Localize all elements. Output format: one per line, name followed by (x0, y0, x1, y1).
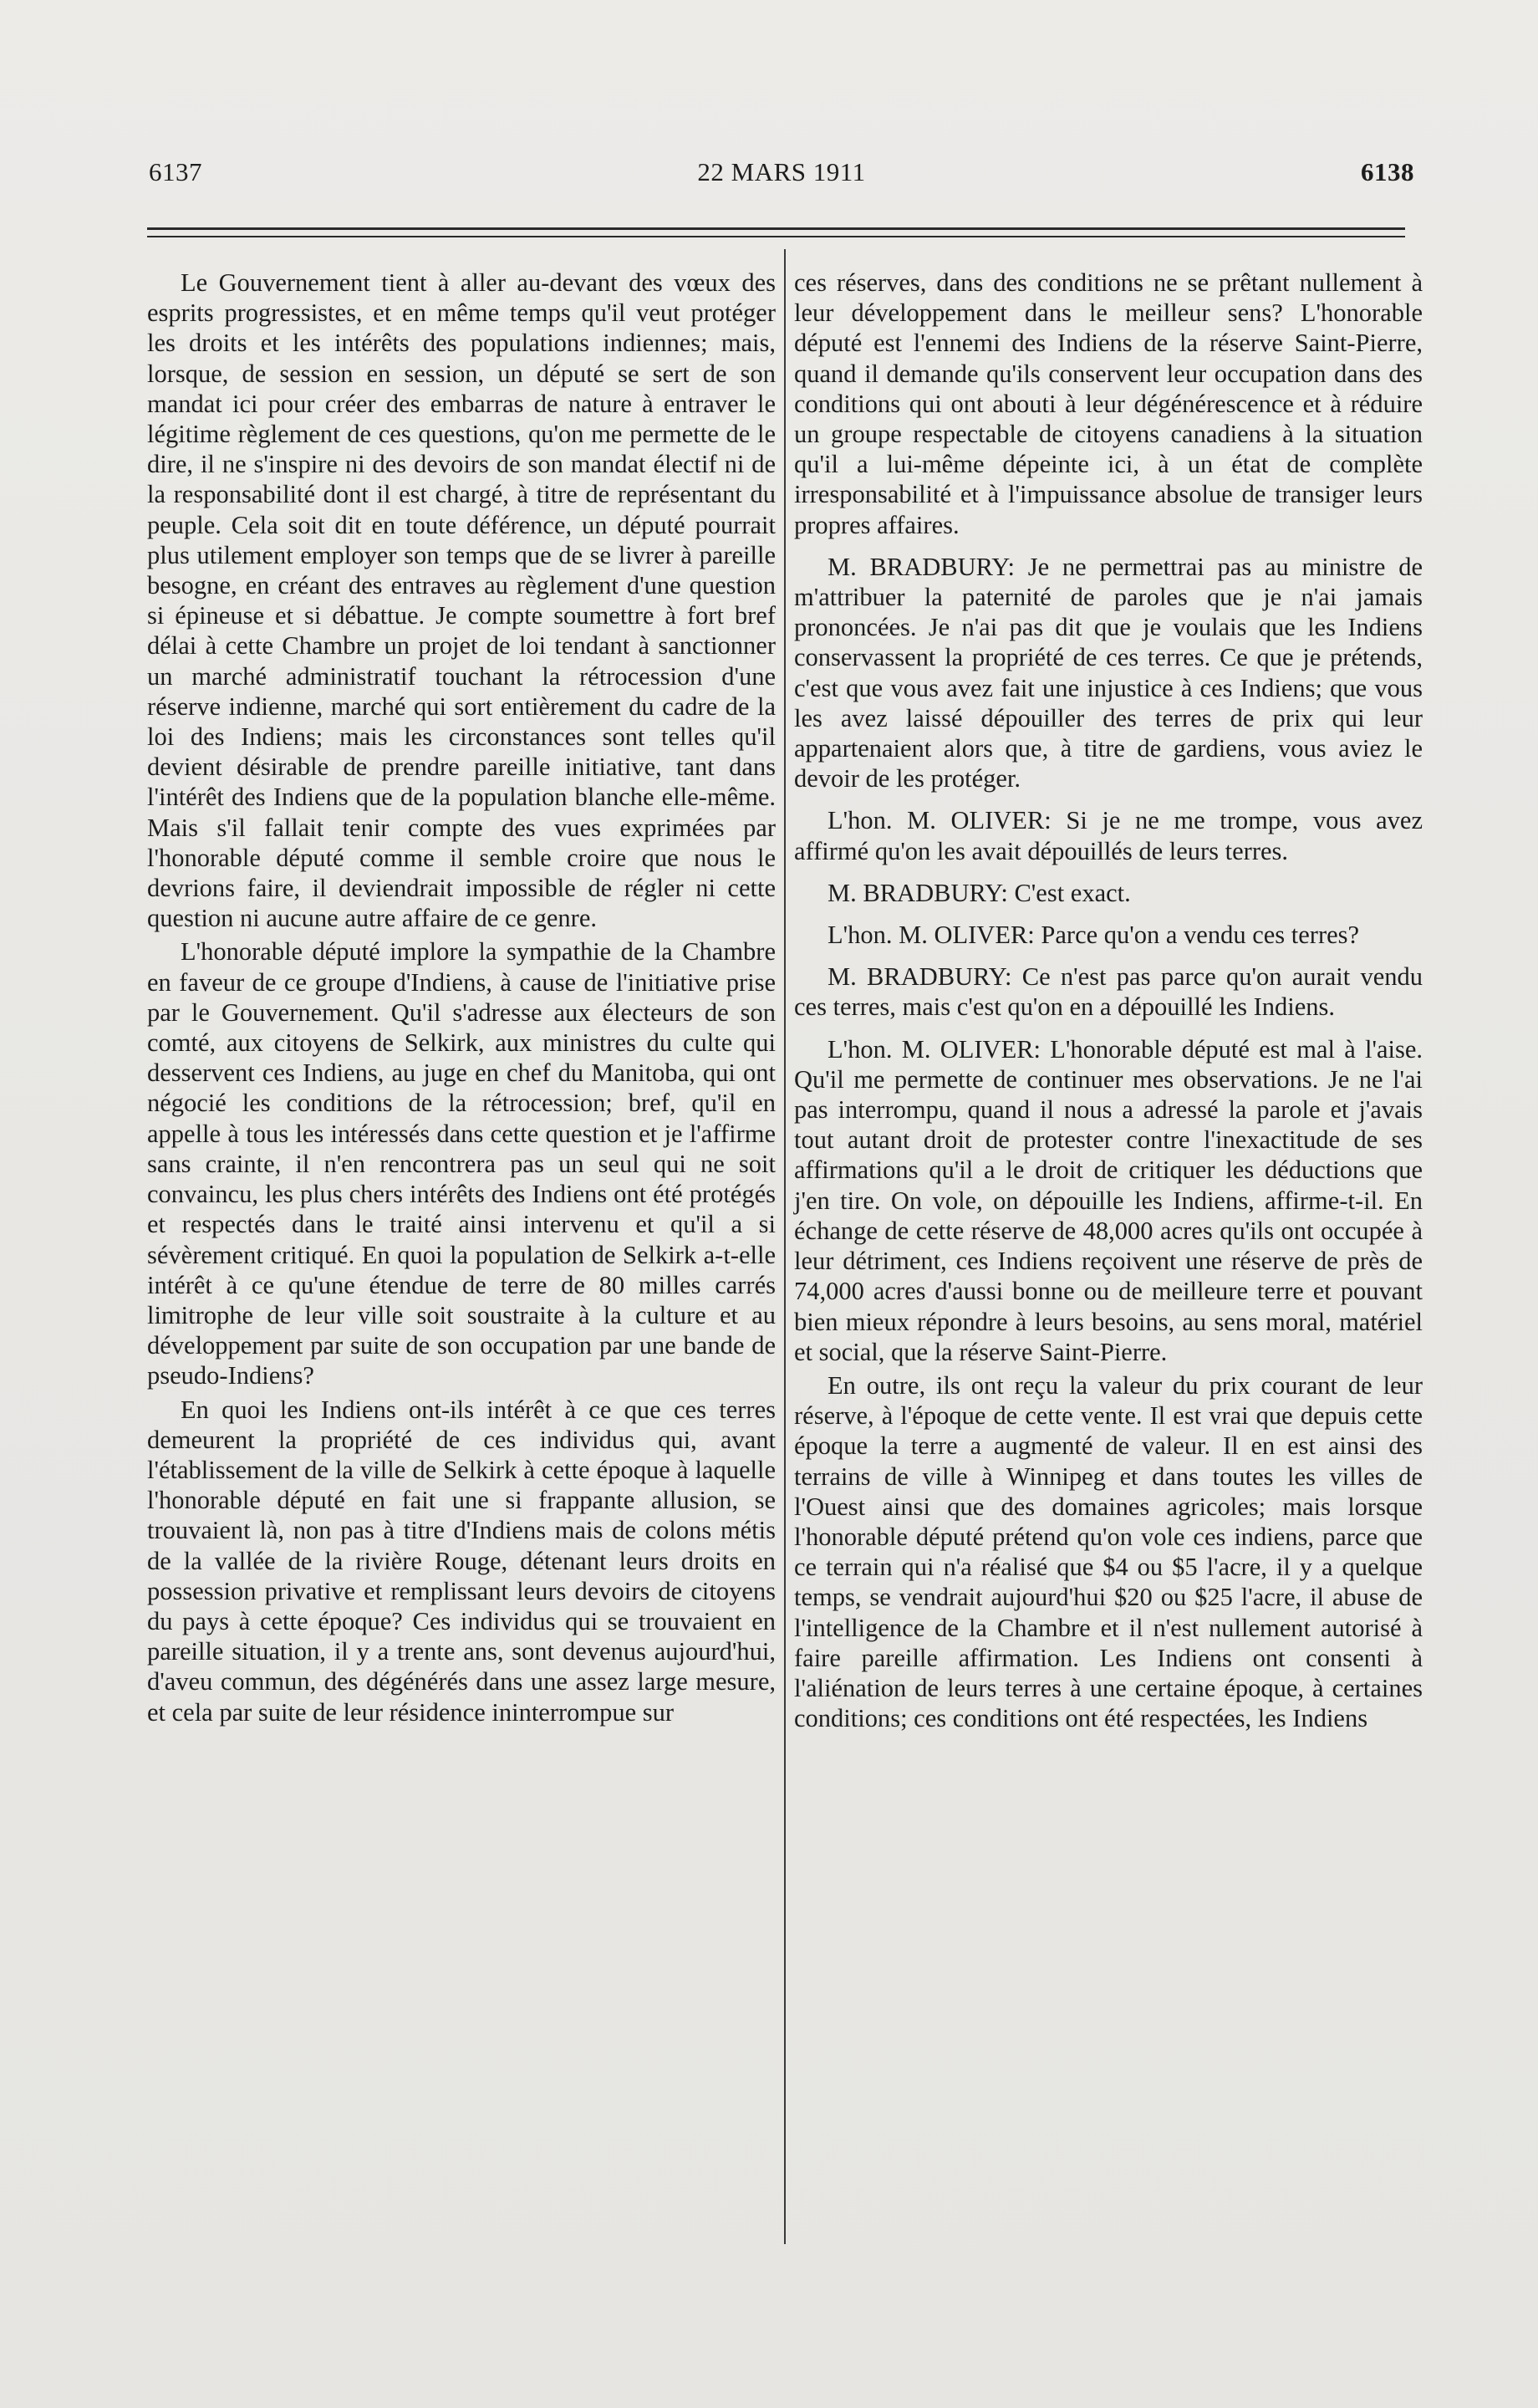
speech-oliver: L'hon. M. OLIVER: Si je ne me trompe, vous avez affirmé qu'on les avait dépouillés de leurs terres. (794, 806, 1423, 865)
speech-bradbury: M. BRADBURY: Ce n'est pas parce qu'on aurait vendu ces terres, mais c'est qu'on en a dépouillé les Indiens. (794, 962, 1423, 1022)
paragraph: Le Gouvernement tient à aller au-devant des vœux des esprits progressistes, et en même temps qu'il veut protéger les droits et les intérêts des populations indiennes; mais, lorsque, de session en session, un député se sert de son mandat ici pour créer des embarras de nature à entraver le légitime règlement de ces questions, qu'on me permette de le dire, il ne s'inspire ni des devoirs de son mandat électif ni de la responsabilité dont il est chargé, à titre de représentant du peuple. Cela soit dit en toute déférence, un député pourrait plus utilement employer son temps que de se livrer à pareille besogne, en créant des entraves au règlement d'une question si épineuse et si débattue. Je compte soumettre à fort bref délai à cette Chambre un projet de loi tendant à sanctionner un marché administratif touchant la rétrocession d'une réserve indienne, marché qui sort entièrement du cadre de la loi des Indiens; mais les circonstances sont telles qu'il devient désirable de prendre pareille initiative, tant dans l'intérêt des Indiens que de la population blanche elle-même. Mais s'il fallait tenir compte des vues exprimées par l'honorable député comme il semble croire que nous le devrions faire, il deviendrait impossible de régler ni cette question ni aucune autre affaire de ce genre. (147, 268, 776, 933)
column-divider (784, 249, 786, 2244)
speech-bradbury: M. BRADBURY: Je ne permettrai pas au ministre de m'attribuer la paternité de paroles que je n'ai jamais prononcées. Je n'ai pas dit que je voulais que les Indiens conservassent la propriété de ces terres. Ce que je prétends, c'est que vous avez fait une injustice à ces Indiens; que vous les avez laissé dépouiller des terres de prix qui leur appartenaient alors que, à titre de gardiens, vous aviez le devoir de les protéger. (794, 552, 1423, 793)
speech-bradbury: M. BRADBURY: C'est exact. (828, 878, 1131, 907)
paragraph: L'honorable député implore la sympathie de la Chambre en faveur de ce groupe d'Indiens, à cause de l'initiative prise par le Gouvernement. Qu'il s'adresse aux électeurs de son comté, aux citoyens de Selkirk, aux ministres du culte qui desservent ces Indiens, au juge en chef du Manitoba, qui ont négocié les conditions de la rétrocession; bref, qu'il en appelle à tous les intéressés dans cette question et je l'affirme sans crainte, il n'en rencontrera pas un seul qui ne soit convaincu, les plus chers intérêts des Indiens ont été protégés et respectés dans le traité ainsi intervenu et qu'il a si sévèrement critiqué. En quoi la population de Selkirk a-t-elle intérêt à ce qu'une étendue de terre de 80 milles carrés limitrophe de leur ville soit soustraite à la culture et au développement par suite de son occupation par une bande de pseudo-Indiens? (147, 937, 776, 1390)
paragraph: En quoi les Indiens ont-ils intérêt à ce que ces terres demeurent la propriété de ces individus qui, avant l'établissement de la ville de Selkirk à cette époque à laquelle l'honorable député en fait une si frappante allusion, se trouvaient là, non pas à titre d'Indiens mais de colons métis de la vallée de la rivière Rouge, détenant leurs droits en possession privative et remplissant leurs devoirs de citoyens du pays à cette époque? Ces individus qui se trouvaient en pareille situation, il y a trente ans, sont devenus aujourd'hui, d'aveu commun, des dégénérés dans une assez large mesure, et cela par suite de leur résidence ininterrompue sur (147, 1395, 776, 1727)
header-rule-thin (147, 236, 1405, 237)
paragraph: ces réserves, dans des conditions ne se prêtant nullement à leur développement dans le meilleur sens? L'honorable député est l'ennemi des Indiens de la réserve Saint-Pierre, quand il demande qu'ils conservent leur occupation dans des conditions qui ont abouti à leur dégénérescence et à réduire un groupe respectable de citoyens canadiens à la situation qu'il a lui-même dépeinte ici, à un état de complète irresponsabilité et à l'impuissance absolue de transiger leurs propres affaires. (794, 268, 1423, 539)
header-rule-thick (147, 227, 1405, 230)
paragraph: En outre, ils ont reçu la valeur du prix courant de leur réserve, à l'époque de cette vente. Il est vrai que depuis cette époque la terre a augmenté de valeur. Il en est ainsi des terrains de ville à Winnipeg et dans toutes les villes de l'Ouest ainsi que des domaines agricoles; mais lorsque l'honorable député prétend qu'on vole ces indiens, parce que ce terrain qui n'a réalisé que $4 ou $5 l'acre, il y a quelque temps, se vendrait aujourd'hui $20 ou $25 l'acre, il abuse de l'intelligence de la Chambre et il n'est nullement autorisé à faire pareille affirmation. Les Indiens ont consenti à l'aliénation de leurs terres à une certaine époque, à certaines conditions; ces conditions ont été respectées, les Indiens (794, 1370, 1423, 1733)
page-number-left: 6137 (149, 157, 202, 186)
page-date: 22 MARS 1911 (697, 157, 866, 186)
speech-oliver: L'hon. M. OLIVER: Parce qu'on a vendu ces terres? (828, 921, 1360, 950)
left-column (147, 268, 776, 1731)
right-column (794, 268, 1423, 1737)
page-number-right: 6138 (1361, 157, 1414, 186)
page-header (149, 157, 1414, 199)
speech-oliver: L'hon. M. OLIVER: L'honorable député est mal à l'aise. Qu'il me permette de continuer mes observations. Je ne l'ai pas interrompu, quand il nous a adressé la parole et j'avais tout autant droit de protester contre l'inexactitude de ses affirmations qu'il a le droit de critiquer les déductions que j'en tire. On vole, on dépouille les Indiens, affirme-t-il. En échange de cette réserve de 48,000 acres qu'ils ont occupée à leur détriment, ces Indiens reçoivent une réserve de près de 74,000 acres d'aussi bonne ou de meilleure terre et pouvant bien mieux répondre à leurs besoins, au sens moral, matériel et social, que la réserve Saint-Pierre. (794, 1034, 1423, 1366)
